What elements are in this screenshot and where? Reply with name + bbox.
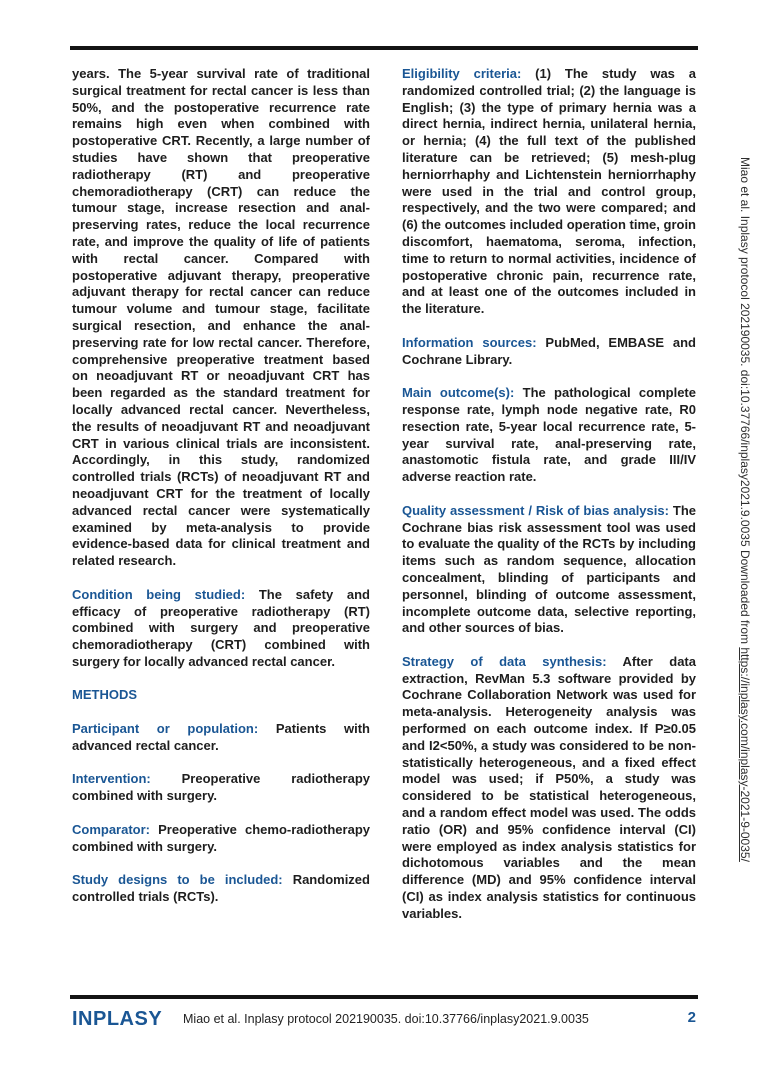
section-heading: Intervention: <box>72 771 151 787</box>
section-heading: Information sources: <box>402 334 537 350</box>
footer-rule <box>70 995 698 999</box>
section-heading: Condition being studied: <box>72 586 246 602</box>
section-heading: METHODS <box>72 687 137 703</box>
left-column <box>72 66 370 923</box>
section-eligibility-criteria <box>402 66 696 318</box>
page-number: 2 <box>687 1009 696 1026</box>
sidebar-url-link[interactable]: https://inplasy.com/inplasy-2021-9-0035/ <box>738 647 752 862</box>
section-main-outcomes <box>402 385 696 486</box>
section-comparator <box>72 822 370 856</box>
section-information-sources <box>402 335 696 369</box>
section-heading: Main outcome(s): <box>402 385 515 401</box>
sidebar-citation-text: Miao et al. Inplasy protocol 202190035. doi:10.37766/inplasy2021.9.0035 Downloaded from <box>738 157 752 648</box>
section-heading: Quality assessment / Risk of bias analysis: <box>402 502 669 518</box>
section-quality-assessment <box>402 503 696 637</box>
section-body: Preoperative radiotherapy combined with surgery. <box>72 771 370 804</box>
section-heading: Eligibility criteria: <box>402 66 522 81</box>
section-body: Patients with advanced rectal cancer. <box>72 721 370 753</box>
section-strategy-of-data-synthesis <box>402 654 696 923</box>
section-body: After data extraction, RevMan 5.3 software provided by Cochrane Collaboration Network was used for meta-analysis. Heterogeneity analysis was performed on each outcome index. If P≥0.05 and I2<50%, a study was considered to be non-statistically heterogeneous, and a fixed effect model was used; if P50%, a study was considered to be statistical heterogeneous, and a random effect model was used. The odds ratio (OR) and 95% confidence interval (CI) were employed as index analysis statistics for dichotomous variables and the mean difference (MD) and 95% confidence interval (CI) as index analysis statistics for continuous variables. <box>402 653 696 921</box>
right-column <box>402 66 696 939</box>
section-body: Preoperative chemo-radiotherapy combined with surgery. <box>72 821 370 854</box>
section-heading: Participant or population: <box>72 721 259 737</box>
inplasy-logo: INPLASY <box>72 1008 163 1030</box>
section-intervention <box>72 771 370 805</box>
section-heading: Study designs to be included: <box>72 872 283 888</box>
section-body: PubMed, EMBASE and Cochrane Library. <box>402 334 697 367</box>
paragraph-text: years. The 5-year survival rate of traditional surgical treatment for rectal cancer is less than 50%, and the postoperative recurrence rate remains high even when combined with postoperative CRT. Recently, a large number of studies have shown that preoperative radiotherapy (RT) and preoperative chemoradiotherapy (CRT) can reduce the tumour stage, increase resection and anal-preserving rates, reduce the local recurrence rate, and improve the quality of life of patients with rectal cancer. Compared with postoperative adjuvant therapy, preoperative adjuvant therapy for rectal cancer can reduce tumour volume and tumour stage, facilitate surgical resection, and enhance the anal-preserving rate for low rectal cancer. Therefore, comprehensive preoperative treatment based on neoadjuvant RT or neoadjuvant CRT has been regarded as the standard treatment for locally advanced rectal cancer. Nevertheless, the results of neoadjuvant RT and neoadjuvant CRT in various clinical trials are inconsistent. Accordingly, in this study, randomized controlled trials (RCTs) of neoadjuvant RT and neoadjuvant CRT for the treatment of locally advanced rectal cancer were systematically examined by meta-analysis to provide evidence-based data for clinical treatment and related research. <box>72 66 370 569</box>
section-participant-or-population <box>72 721 370 755</box>
section-study-designs <box>72 872 370 906</box>
rotated-citation-sidebar <box>737 157 752 993</box>
section-body: Randomized controlled trials (RCTs). <box>72 872 370 905</box>
section-condition-being-studied <box>72 587 370 671</box>
continuation-paragraph <box>72 66 370 570</box>
section-methods-heading <box>72 687 370 704</box>
section-heading: Strategy of data synthesis: <box>402 653 607 669</box>
footer <box>72 1006 696 1046</box>
top-rule <box>70 46 698 50</box>
footer-citation: Miao et al. Inplasy protocol 202190035. doi:10.37766/inplasy2021.9.0035 <box>183 1012 589 1026</box>
section-heading: Comparator: <box>72 821 151 837</box>
section-body: The pathological complete response rate, lymph node negative rate, R0 resection rate, 5-year local recurrence rate, 5-year survival rate, anal-preserving rate, anastomotic fistula rate, and grade III/IV adverse reaction rate. <box>402 385 696 485</box>
section-body: (1) The study was a randomized controlled trial; (2) the language is English; (3) the type of primary hernia was a direct hernia, indirect hernia, unilateral hernia, or hernia; (4) the full text of the published literature can be retrieved; (5) mesh-plug herniorrhaphy and Lichtenstein herniorrhaphy were used in the trial and control group, respectively, and the two were compared; and (6) the outcomes included operation time, groin discomfort, haematoma, seroma, infection, time to return to normal activities, incidence of postoperative chronic pain, recurrence rate, and at least one of the outcomes included in the literature. <box>402 66 696 317</box>
section-body: The safety and efficacy of preoperative radiotherapy (RT) combined with surgery and preoperative chemoradiotherapy (CRT) combined with surgery for locally advanced rectal cancer. <box>72 586 370 669</box>
section-body: The Cochrane bias risk assessment tool was used to evaluate the quality of the RCTs by including items such as random sequence, allocation concealment, blinding of participants and personnel, blinding of outcome assessment, incomplete outcome data, selective reporting, and other sources of bias. <box>402 502 696 636</box>
